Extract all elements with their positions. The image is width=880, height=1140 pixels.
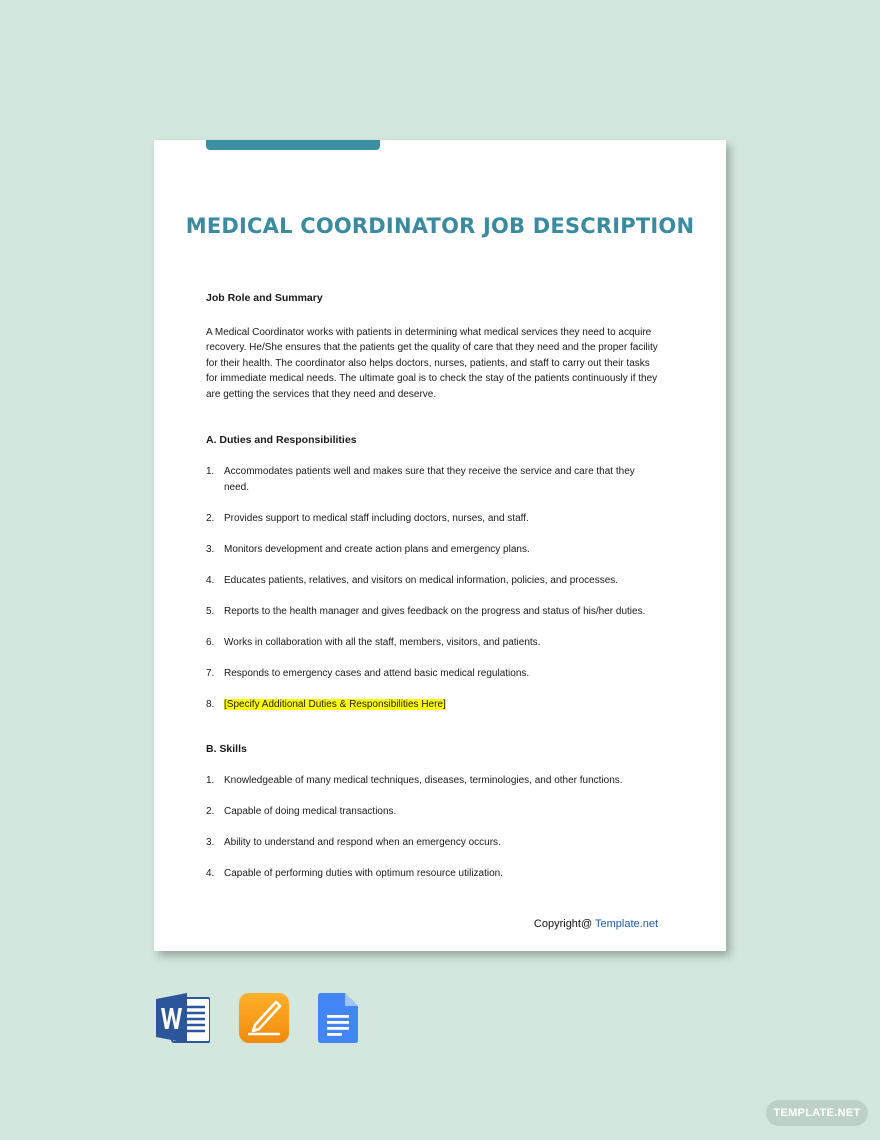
list-number: 6. [206, 636, 215, 648]
list-item [206, 666, 662, 682]
pages-icon[interactable] [239, 993, 289, 1043]
placeholder-highlight: [Specify Additional Duties & Responsibilities Here] [224, 698, 446, 710]
copyright-label: Copyright@ [533, 918, 593, 930]
copyright-line [534, 918, 658, 930]
list-number: 1. [206, 775, 215, 786]
list-number: 5. [206, 605, 215, 617]
list-item [206, 604, 662, 620]
skills-list [206, 773, 662, 882]
document-page [154, 140, 726, 951]
list-number: 8. [206, 698, 215, 710]
list-number: 4. [206, 868, 215, 879]
document-content [206, 291, 662, 897]
header-accent-tab [206, 140, 380, 150]
google-docs-icon[interactable] [318, 993, 358, 1043]
summary-heading: Job Role and Summary [206, 292, 323, 304]
list-item [206, 511, 662, 527]
word-icon[interactable] [156, 993, 210, 1043]
list-number: 2. [206, 512, 215, 524]
template-net-badge[interactable]: TEMPLATE.NET [766, 1100, 868, 1126]
list-item [206, 697, 662, 713]
list-text: Monitors development and create action plans and emergency plans. [224, 543, 530, 555]
summary-paragraph: A Medical Coordinator works with patients in determining what medical services they need to acquire recovery. He/She ensures that the patients get the quality of care that they need and the proper facility for their health. The coordinator also helps doctors, nurses, patients, and staff to carry out their tasks for immediate medical needs. The ultimate goal is to check the stay of the patients continuously if they are getting the services that they need and deserve. [206, 326, 658, 400]
list-item [206, 773, 662, 789]
list-text: Ability to understand and respond when an emergency occurs. [224, 837, 501, 848]
list-item [206, 464, 662, 495]
list-item [206, 835, 662, 851]
list-number: 1. [206, 466, 215, 477]
duties-heading: A. Duties and Responsibilities [206, 434, 357, 446]
list-text: Knowledgeable of many medical techniques, diseases, terminologies, and other functions. [224, 775, 623, 786]
list-number: 7. [206, 667, 215, 679]
copyright-site-link[interactable]: Template.net [595, 918, 658, 930]
list-text: Capable of doing medical transactions. [224, 806, 397, 817]
document-title: MEDICAL COORDINATOR JOB DESCRIPTION [185, 214, 695, 238]
skills-heading: B. Skills [206, 743, 247, 755]
list-text: Provides support to medical staff including doctors, nurses, and staff. [224, 512, 529, 524]
list-text: Capable of performing duties with optimum resource utilization. [224, 868, 504, 879]
list-text: Educates patients, relatives, and visitors on medical information, policies, and processes. [224, 574, 619, 586]
list-text: Accommodates patients well and makes sure that they receive the service and care that they need. [224, 466, 635, 493]
list-number: 3. [206, 837, 215, 848]
list-number: 3. [206, 543, 215, 555]
list-number: 2. [206, 806, 215, 817]
list-text: Reports to the health manager and gives feedback on the progress and status of his/her duties. [224, 605, 646, 617]
list-item [206, 542, 662, 558]
list-item [206, 866, 662, 882]
list-item [206, 573, 662, 589]
list-text: Works in collaboration with all the staff, members, visitors, and patients. [224, 636, 541, 648]
list-item [206, 804, 662, 820]
list-text: Responds to emergency cases and attend basic medical regulations. [224, 667, 530, 679]
list-number: 4. [206, 574, 215, 586]
duties-list [206, 464, 662, 712]
list-item [206, 635, 662, 651]
